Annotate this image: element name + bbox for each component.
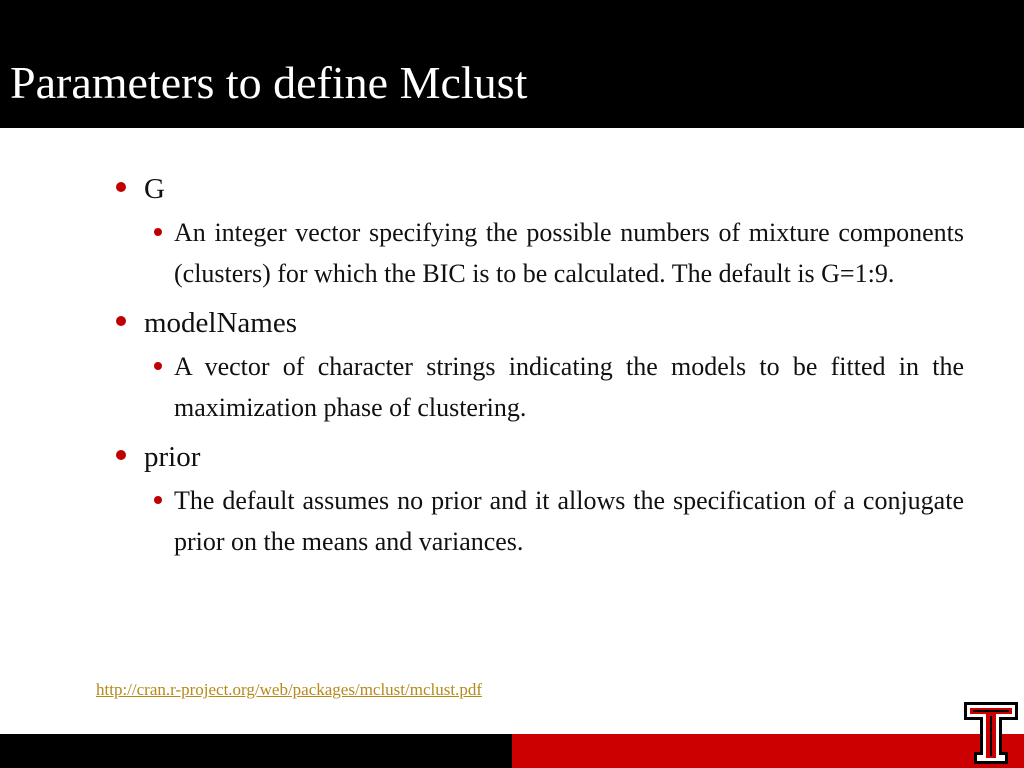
param-modelnames <box>114 300 964 346</box>
slide-title: Parameters to define Mclust <box>10 57 528 108</box>
param-name: G <box>144 173 165 205</box>
param-description: An integer vector specifying the possible numbers of mixture components (clusters) for which the BIC is to be calculated. The default is G=1:9. <box>174 218 964 288</box>
param-description: The default assumes no prior and it allows the specification of a conjugate prior on the means and variances. <box>174 486 964 556</box>
double-t-logo-icon <box>962 700 1020 766</box>
slide-content <box>114 166 964 568</box>
param-modelnames-description <box>114 346 964 428</box>
footer-black-band <box>0 734 512 768</box>
bullet-icon <box>154 496 162 504</box>
param-g-description <box>114 212 964 294</box>
bullet-icon <box>116 450 126 460</box>
footer-red-band <box>512 734 1024 768</box>
param-prior <box>114 434 964 480</box>
param-g <box>114 166 964 212</box>
bullet-icon <box>154 228 162 236</box>
title-bar <box>0 0 1024 128</box>
param-name: modelNames <box>144 307 298 339</box>
bullet-icon <box>116 316 126 326</box>
bullet-icon <box>154 362 162 370</box>
param-description: A vector of character strings indicating the models to be fitted in the maximization phase of clustering. <box>174 352 964 422</box>
param-name: prior <box>144 441 201 473</box>
param-prior-description <box>114 480 964 562</box>
bullet-icon <box>116 182 126 192</box>
reference-link[interactable]: http://cran.r-project.org/web/packages/mclust/mclust.pdf <box>96 680 482 699</box>
